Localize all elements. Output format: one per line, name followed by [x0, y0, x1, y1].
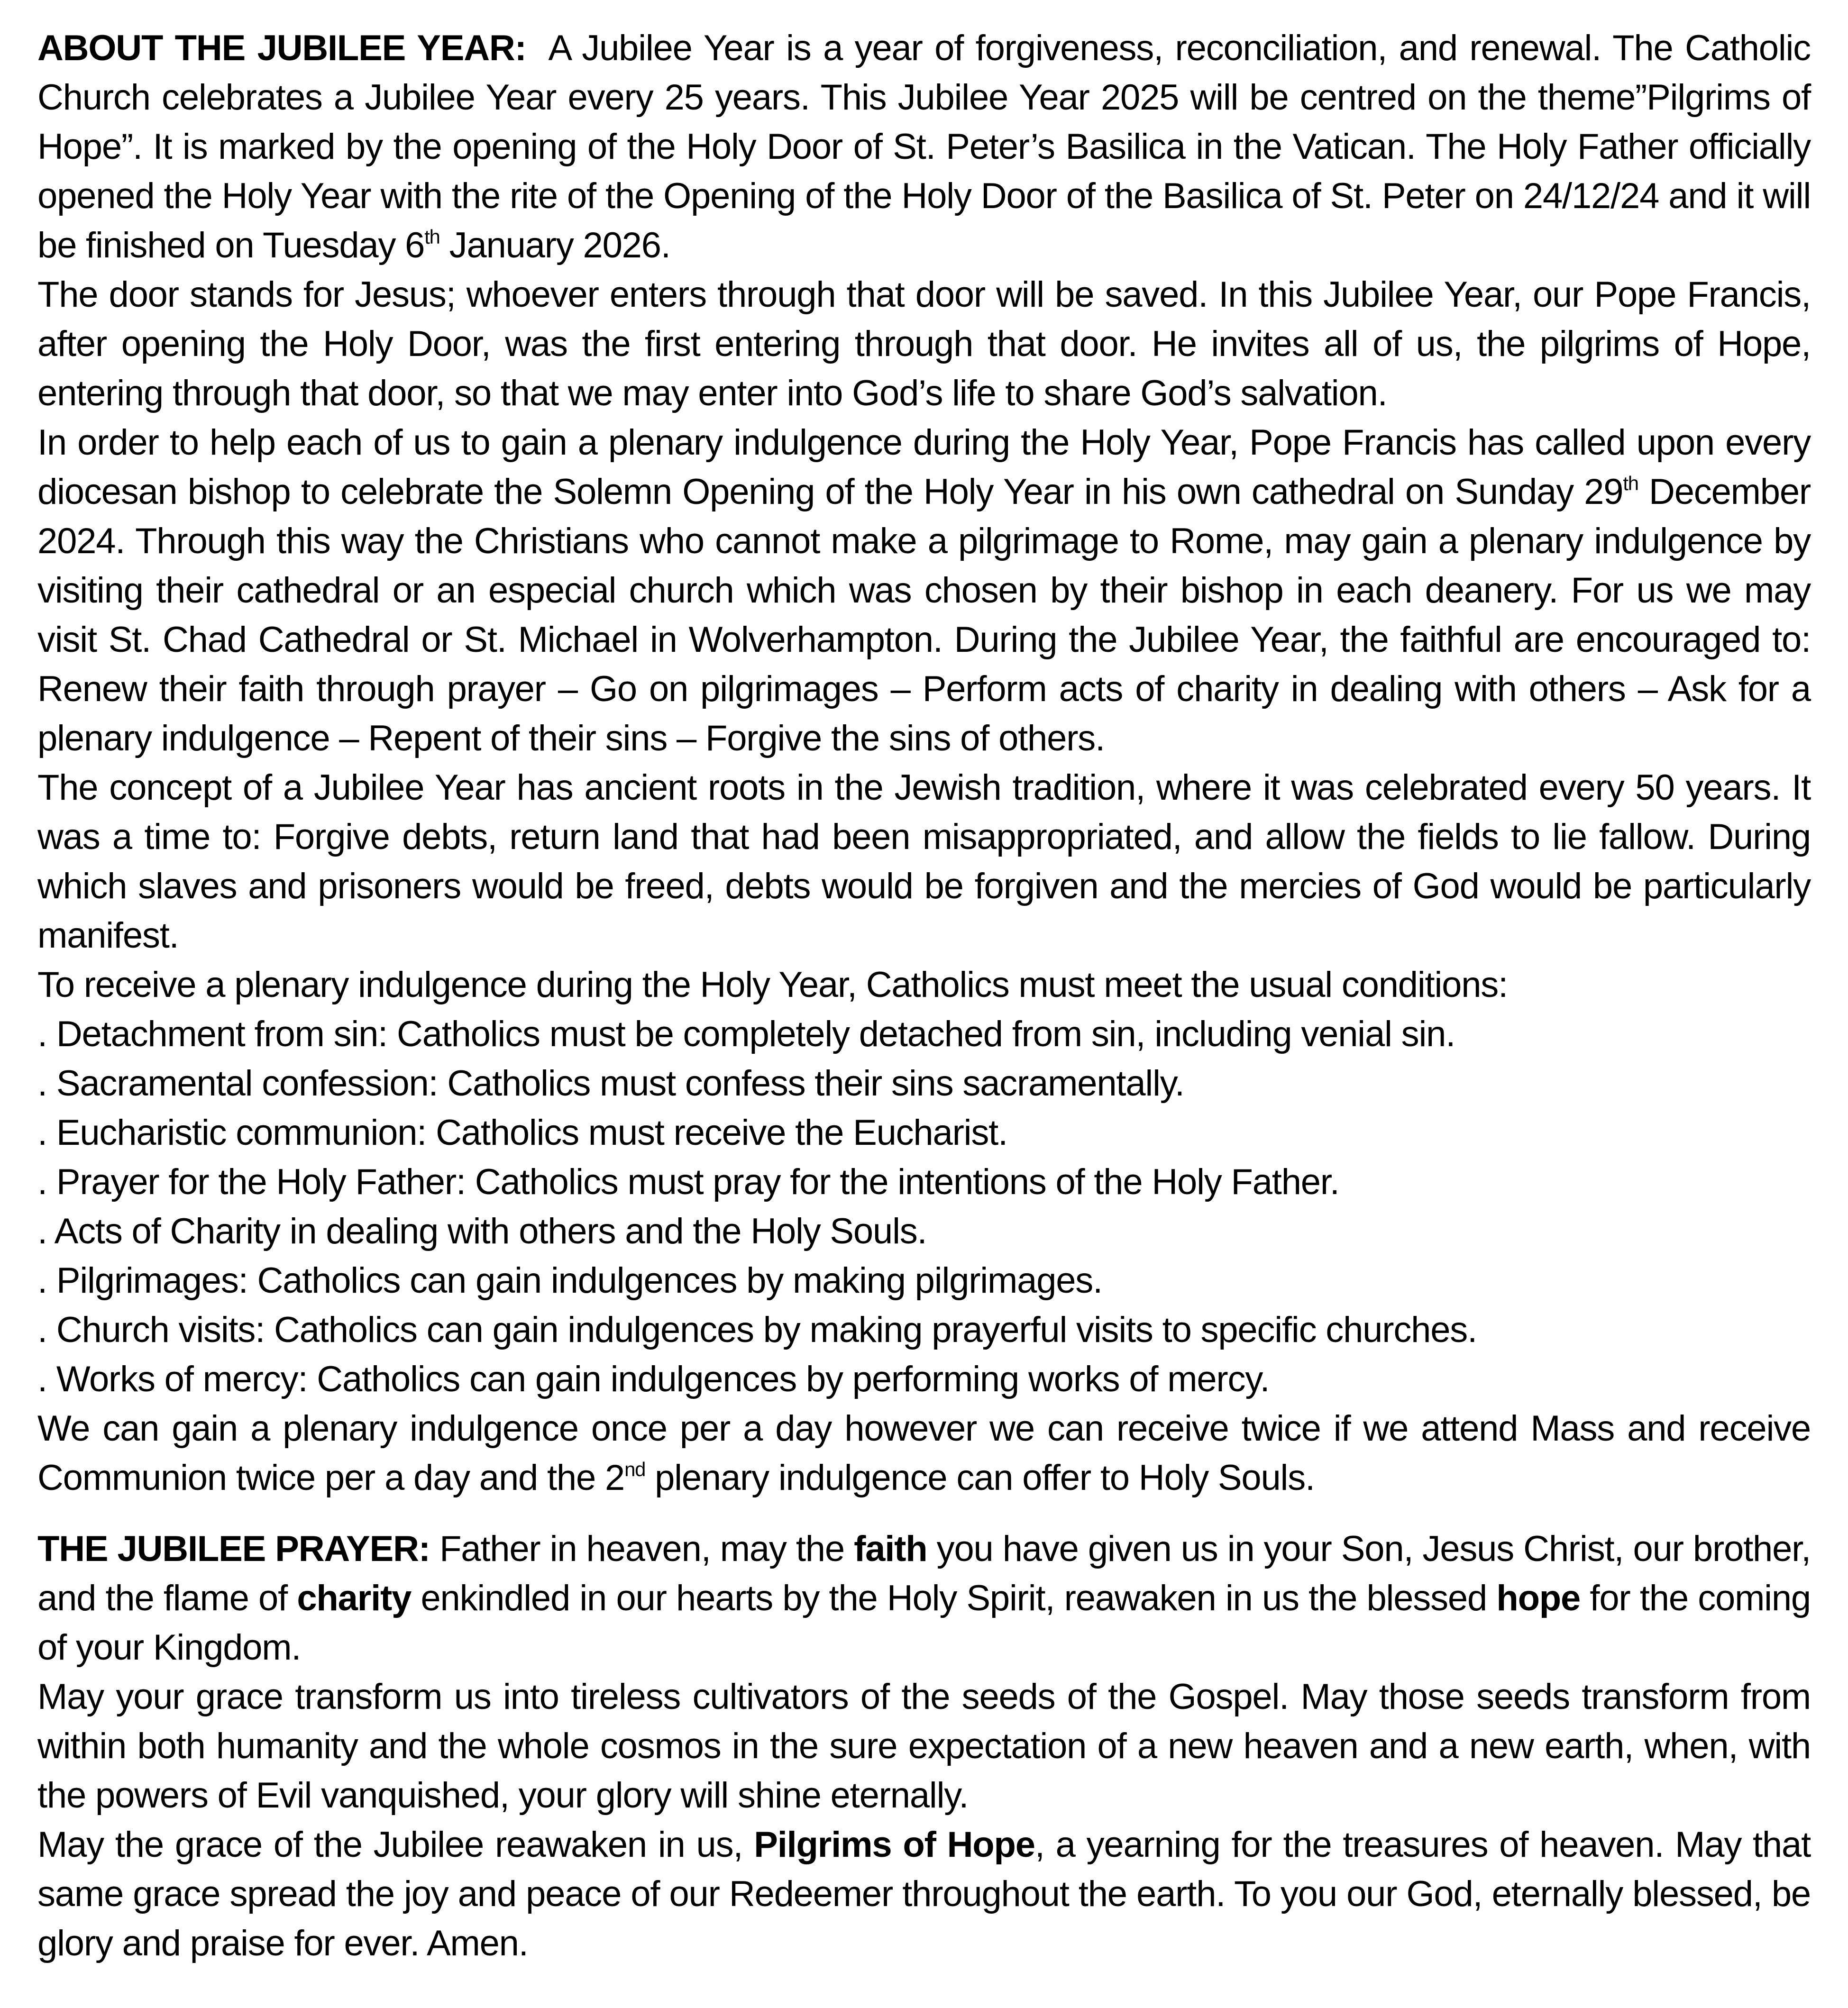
list-item: . Church visits: Catholics can gain indulgences by making prayerful visits to specific churches. [37, 1310, 1477, 1350]
jubilee-prayer-section [37, 1524, 1811, 1968]
prayer-paragraph-3: May the grace of the Jubilee reawaken in us, Pilgrims of Hope, a yearning for the treasures of heaven. May that same grace spread the joy and peace of our Redeemer throughout the earth. To you our God, eternally blessed, be glory and praise for ever. Amen. [37, 1825, 1811, 1963]
conditions-intro: To receive a plenary indulgence during the Holy Year, Catholics must meet the usual conditions: [37, 965, 1508, 1005]
list-item: . Detachment from sin: Catholics must be completely detached from sin, including venial sin. [37, 1014, 1455, 1054]
holy-door-paragraph: The door stands for Jesus; whoever enters through that door will be saved. In this Jubilee Year, our Pope Francis, after opening the Holy Door, was the first entering through that door. He invites all of us, the pilgrims of Hope, entering through that door, so that we may enter into God’s life to share God’s salvation. [37, 274, 1811, 413]
list-item: . Pilgrimages: Catholics can gain indulgences by making pilgrimages. [37, 1260, 1103, 1301]
jubilee-prayer-heading: THE JUBILEE PRAYER: [37, 1529, 430, 1569]
plenary-indulgence-paragraph: In order to help each of us to gain a plenary indulgence during the Holy Year, Pope Francis has called upon every diocesan bishop to celebrate the Solemn Opening of the Holy Year in his own cathedral on Sunday 29th December 2024. Through this way the Christians who cannot make a pilgrimage to Rome, may gain a plenary indulgence by visiting their cathedral or an especial church which was chosen by their bishop in each deanery. For us we may visit St. Chad Cathedral or St. Michael in Wolverhampton. During the Jubilee Year, the faithful are encouraged to: Renew their faith through prayer – Go on pilgrimages – Perform acts of charity in dealing with others – Ask for a plenary indulgence – Repent of their sins – Forgive the sins of others. [37, 422, 1811, 758]
jubilee-year-heading: ABOUT THE JUBILEE YEAR: [37, 28, 526, 68]
prayer-paragraph-1: THE JUBILEE PRAYER: Father in heaven, may the faith you have given us in your Son, Jesus Christ, our brother, and the flame of charity enkindled in our hearts by the Holy Spirit, reawaken in us the blessed hope for the coming of your Kingdom. [37, 1529, 1811, 1668]
pilgrims-of-hope-phrase: Pilgrims of Hope [754, 1825, 1035, 1865]
charity-word: charity [297, 1578, 412, 1618]
faith-word: faith [854, 1529, 927, 1569]
hope-word: hope [1496, 1578, 1581, 1618]
list-item: . Eucharistic communion: Catholics must receive the Eucharist. [37, 1113, 1007, 1153]
bulletin-page [37, 24, 1811, 1968]
list-item: . Works of mercy: Catholics can gain indulgences by performing works of mercy. [37, 1359, 1270, 1399]
twice-per-day-paragraph: We can gain a plenary indulgence once per a day however we can receive twice if we attend Mass and receive Communion twice per a day and the 2nd plenary indulgence can offer to Holy Souls. [37, 1408, 1811, 1498]
list-item: . Prayer for the Holy Father: Catholics must pray for the intentions of the Holy Father. [37, 1162, 1339, 1202]
prayer-paragraph-2: May your grace transform us into tireless cultivators of the seeds of the Gospel. May those seeds transform from within both humanity and the whole cosmos in the sure expectation of a new heaven and a new earth, when, with the powers of Evil vanquished, your glory will shine eternally. [37, 1677, 1811, 1816]
conditions-list [37, 1010, 1811, 1404]
jubilee-year-section [37, 24, 1811, 1503]
jewish-tradition-paragraph: The concept of a Jubilee Year has ancient roots in the Jewish tradition, where it was celebrated every 50 years. It was a time to: Forgive debts, return land that had been misappropriated, and allow the fields to lie fallow. During which slaves and prisoners would be freed, debts would be forgiven and the mercies of God would be particularly manifest. [37, 767, 1811, 956]
list-item: . Sacramental confession: Catholics must confess their sins sacramentally. [37, 1063, 1184, 1104]
jubilee-intro-paragraph: ABOUT THE JUBILEE YEAR: A Jubilee Year is a year of forgiveness, reconciliation, and renewal. The Catholic Church celebrates a Jubilee Year every 25 years. This Jubilee Year 2025 will be centred on the theme”Pilgrims of Hope”. It is marked by the opening of the Holy Door of St. Peter’s Basilica in the Vatican. The Holy Father officially opened the Holy Year with the rite of the Opening of the Holy Door of the Basilica of St. Peter on 24/12/24 and it will be finished on Tuesday 6th January 2026. [37, 28, 1811, 265]
list-item: . Acts of Charity in dealing with others and the Holy Souls. [37, 1211, 927, 1251]
